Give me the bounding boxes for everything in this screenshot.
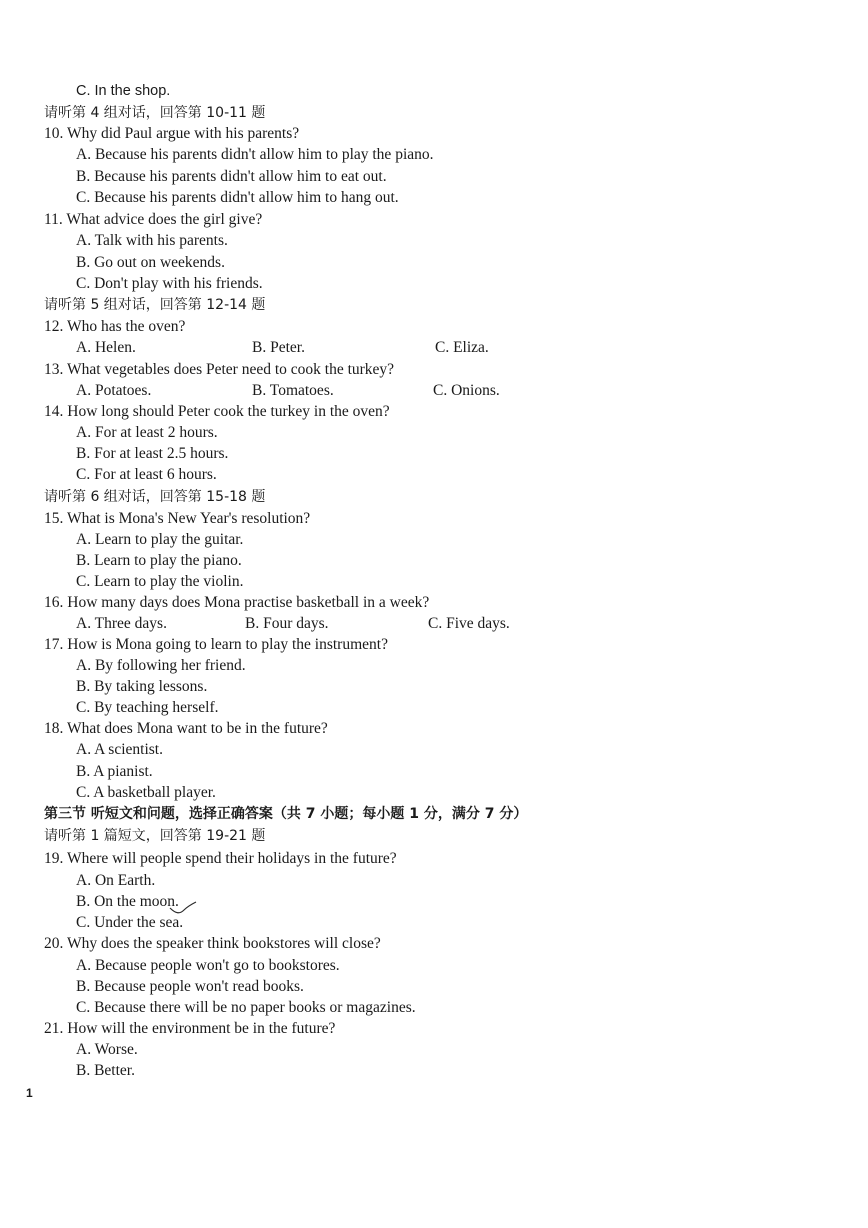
option-text: A. By following her friend. [76, 657, 246, 674]
section-instruction: 请听第 6 组对话，回答第 15-18 题 [44, 489, 266, 505]
option-text: B. Four days. [245, 615, 329, 632]
option-text: C. Because there will be no paper books or magazines. [76, 999, 416, 1016]
section-instruction: 请听第 4 组对话，回答第 10-11 题 [44, 105, 266, 121]
question-text: 12. Who has the oven? [44, 318, 186, 335]
option-text: A. Talk with his parents. [76, 232, 228, 249]
option-text: B. On the moon. [76, 893, 179, 910]
option-text: A. For at least 2 hours. [76, 424, 218, 441]
option-text: A. Because his parents didn't allow him to play the piano. [76, 146, 434, 163]
option-text: B. By taking lessons. [76, 678, 208, 695]
section-instruction: 请听第 5 组对话，回答第 12-14 题 [44, 297, 266, 313]
option-text: B. Learn to play the piano. [76, 552, 242, 569]
question-text: 10. Why did Paul argue with his parents? [44, 125, 300, 142]
option-text: C. Five days. [428, 615, 510, 632]
option-text: A. Potatoes. [76, 382, 152, 399]
option-text: B. A pianist. [76, 763, 153, 780]
option-text: A. On Earth. [76, 872, 156, 889]
handwritten-check-mark [168, 900, 198, 916]
option-text: B. Tomatoes. [252, 382, 334, 399]
question-text: 16. How many days does Mona practise basketball in a week? [44, 594, 430, 611]
option-text: B. Go out on weekends. [76, 254, 225, 271]
option-text: C. Eliza. [435, 339, 489, 356]
section-instruction: 请听第 1 篇短文，回答第 19-21 题 [44, 828, 266, 844]
option-text: C. Because his parents didn't allow him to hang out. [76, 189, 399, 206]
question-text: 18. What does Mona want to be in the future? [44, 720, 328, 737]
question-text: 13. What vegetables does Peter need to cook the turkey? [44, 361, 395, 378]
question-text: 19. Where will people spend their holidays in the future? [44, 850, 397, 867]
page-number: 1 [26, 1086, 33, 1100]
option-text: A. Helen. [76, 339, 136, 356]
option-text: A. Because people won't go to bookstores. [76, 957, 340, 974]
option-text: B. Because people won't read books. [76, 978, 304, 995]
option-text: C. Don't play with his friends. [76, 275, 263, 292]
question-text: 14. How long should Peter cook the turkey in the oven? [44, 403, 390, 420]
option-text: A. Three days. [76, 615, 167, 632]
option-text: C. For at least 6 hours. [76, 466, 217, 483]
option-text: B. Better. [76, 1062, 135, 1079]
option-text: C. Learn to play the violin. [76, 573, 244, 590]
option-text: C. In the shop. [76, 83, 171, 99]
section-heading: 第三节 听短文和问题，选择正确答案（共 7 小题；每小题 1 分，满分 7 分） [44, 806, 528, 822]
question-text: 20. Why does the speaker think bookstores will close? [44, 935, 381, 952]
option-text: B. For at least 2.5 hours. [76, 445, 229, 462]
option-text: B. Because his parents didn't allow him to eat out. [76, 168, 387, 185]
question-text: 17. How is Mona going to learn to play the instrument? [44, 636, 388, 653]
option-text: B. Peter. [252, 339, 305, 356]
question-text: 15. What is Mona's New Year's resolution? [44, 510, 311, 527]
question-text: 21. How will the environment be in the future? [44, 1020, 336, 1037]
option-text: C. By teaching herself. [76, 699, 219, 716]
option-text: C. Onions. [433, 382, 500, 399]
option-text: C. Under the sea. [76, 914, 184, 931]
option-text: A. A scientist. [76, 741, 163, 758]
option-text: C. A basketball player. [76, 784, 216, 801]
option-text: A. Learn to play the guitar. [76, 531, 244, 548]
question-text: 11. What advice does the girl give? [44, 211, 263, 228]
option-text: A. Worse. [76, 1041, 138, 1058]
